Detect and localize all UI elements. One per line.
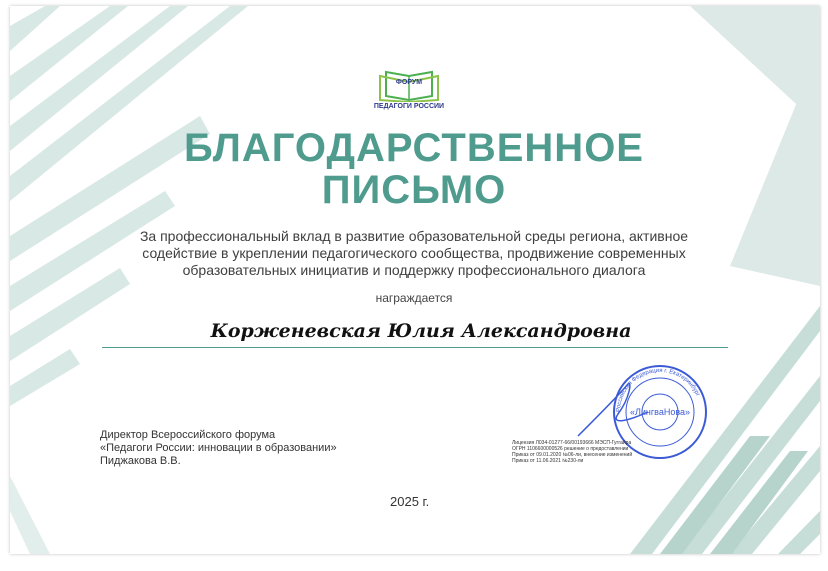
year: 2025 г. xyxy=(390,494,430,509)
title-line-1: БЛАГОДАРСТВЕННОЕ xyxy=(184,126,644,170)
forum-logo xyxy=(366,66,452,118)
title-line-2: ПИСЬМО xyxy=(321,168,507,212)
stripe xyxy=(10,476,50,554)
stamp-ring-text: Российская Федерация г. Екатеринбург xyxy=(615,367,701,413)
license-line: Лицензия Л034-01277-66/00193666 МЭСП-Гуггайра xyxy=(512,440,632,446)
stamp-center-text: «ЛингваНова» xyxy=(629,407,691,417)
certificate xyxy=(10,6,820,554)
director-title: Директор Всероссийского форума xyxy=(100,429,276,441)
license-line: Приказ от 11.06.2021 №230-ли xyxy=(512,458,584,464)
license-info xyxy=(512,440,632,464)
logo-forum-text: ФОРУМ xyxy=(395,79,423,86)
license-line: ОГРН 1106600000526 решение о предоставлении xyxy=(512,446,629,452)
name-underline xyxy=(102,347,728,348)
recipient-name: Корженевская Юлия Александровна xyxy=(210,320,632,342)
description-line: содействие в укреплении педагогического сообщества, продвижение современных xyxy=(142,245,686,261)
director-name: Пиджакова В.В. xyxy=(100,455,181,467)
awarded-label: награждается xyxy=(375,291,453,305)
stripe xyxy=(10,6,60,51)
stripe xyxy=(10,349,80,406)
description-line: образовательных инициатив и поддержку профессионального диалога xyxy=(182,262,646,278)
stripe xyxy=(778,511,820,554)
description-line: За профессиональный вклад в развитие образовательной среды региона, активное xyxy=(139,228,689,244)
description xyxy=(86,228,742,279)
director-signature-block xyxy=(100,429,337,468)
license-line: Приказ от 09.01.2020 №06-ли, внесение изменений xyxy=(512,452,633,458)
forum-name: «Педагоги России: инновации в образовании» xyxy=(100,442,337,454)
logo-subtitle: ПЕДАГОГИ РОССИИ xyxy=(373,103,445,110)
